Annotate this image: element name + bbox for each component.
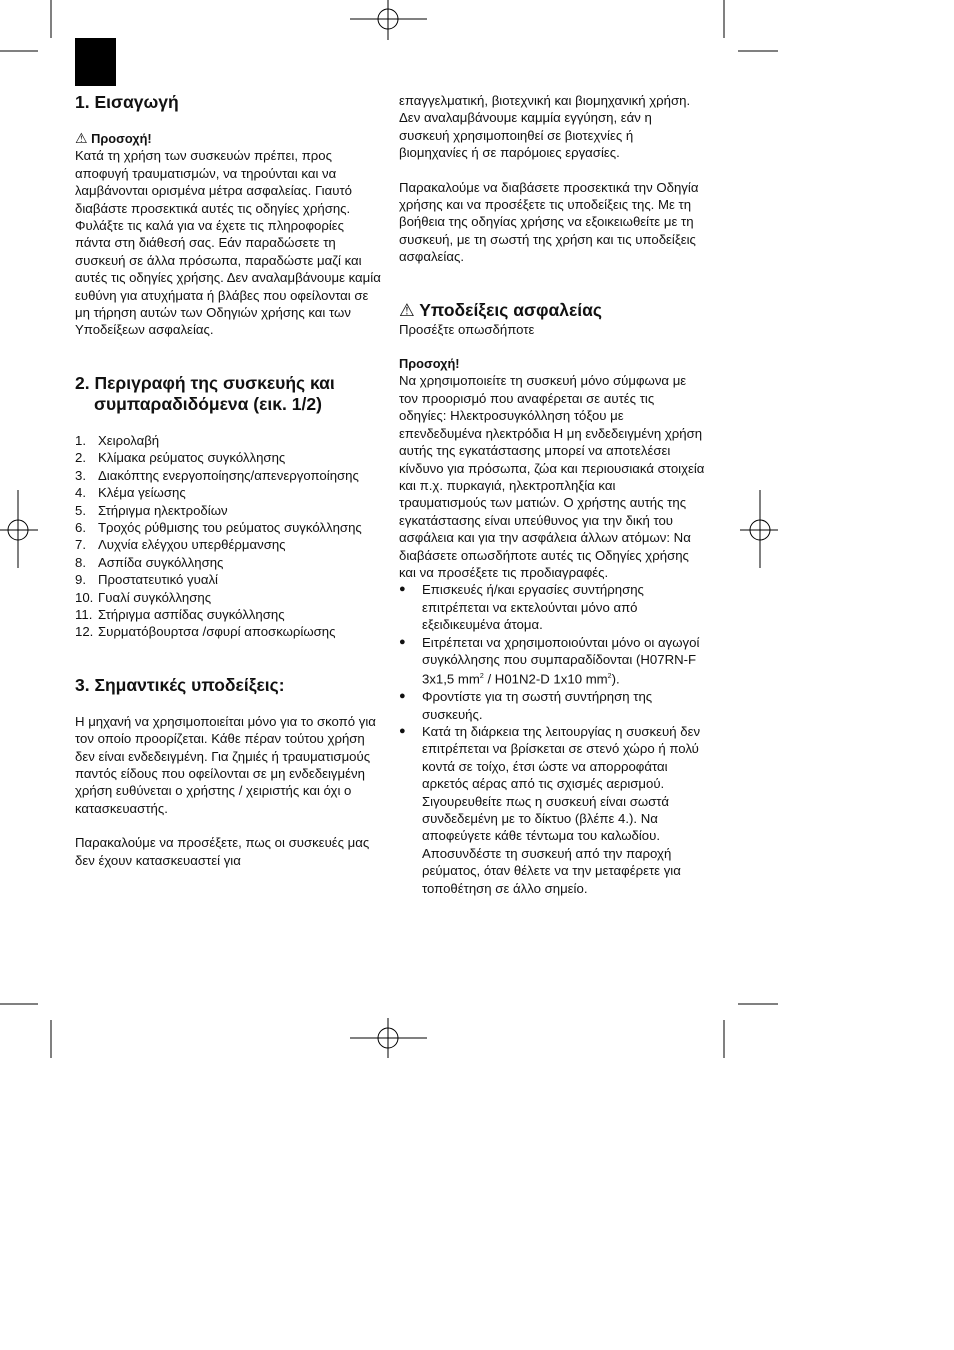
list-item: 9. Προστατευτικό γυαλί — [75, 572, 218, 588]
section-3-paragraph-2: Παρακαλούμε να προσέξετε, πως οι συσκευές μας δεν έχουν κατασκευαστεί για — [75, 835, 370, 868]
parts-list — [75, 432, 381, 641]
section-3-paragraph-4: Παρακαλούμε να διαβάσετε προσεκτικά την Οδηγία χρήσης και να προσέξετε τις υποδείξεις της. Με τη βοήθεια της οδηγίας χρήσης να εξοικειωθείτε με τη συσκευή, με τη σωστή της χρήση και τις υποδείξεις ασφαλείας. — [399, 179, 699, 265]
list-item: 2. Κλίμακα ρεύματος συγκόλλησης — [75, 450, 286, 466]
bullet-icon: ● — [399, 635, 406, 648]
list-item: ● Κατά τη διάρκεια της λειτουργίας η συσκευή δεν επιτρέπεται να βρίσκεται σε στενό χώρο ή πολύ κοντά σε τοίχο, έτσι ώστε να απορροφάται αρκετός αέρας από τις σχισμές αερισμού. Σιγουρευθείτε πως η συσκευή είναι σωστά συνδεδεμένη με το δίκτυο (βλέπε 4.). Να αποφεύγετε κάθε τέντωμα του καλωδίου. Αποσυνδέστε τη συσκευή από την παροχή ρεύματος, όταν θέλετε να την μεταφέρετε για τοποθέτηση σε άλλο σημείο. — [399, 723, 701, 896]
list-item: 8. Ασπίδα συγκόλλησης — [75, 554, 224, 570]
list-item: 5. Στήριγμα ηλεκτροδίων — [75, 502, 228, 518]
language-tab-marker — [75, 38, 116, 86]
safety-paragraph: Να χρησιμοποιείτε τη συσκευή μόνο σύμφωνα με τον προορισμό που αναφέρεται σε αυτές τις οδηγίες: Ηλεκτροσυγκόλληση τόξου με επενδεδυμένα ηλεκτρόδια Η μη ενδεδειγμένη χρήση αυτής της εγκατάστασης μπορεί να αποτελέσει κίνδυνο για πρόσωπα, ζώα και περιουσιακά στοιχεία και π.χ. πυρκαγιά, ηλεκτροπληξία και τραυματισμούς των ματιών. Ο χρήστης αυτής της εγκατάστασης είναι υπεύθυνος για την δική του ασφάλεια και για την ασφάλεια άλλων ατόμων: Να διαβάσετε οπωσδήποτε αυτές τις Οδηγίες χρήσης και να προσέξετε τις προδιαγραφές. — [399, 373, 705, 580]
section-3-paragraph-3: επαγγελματική, βιοτεχνική και βιομηχανική χρήση. Δεν αναλαμβάνουμε καμμία εγγύηση, εάν η συσκευή χρησιμοποιηθεί σε βιοτεχνίες ή βιομηχανίες ή σε παρόμοιες εργασίες. — [399, 93, 691, 161]
bullet-icon: ● — [399, 583, 406, 596]
list-item: 1. Χειρολαβή — [75, 432, 160, 448]
list-item: 7. Λυχνία ελέγχου υπερθέρμανσης — [75, 537, 286, 553]
right-column — [399, 92, 705, 897]
list-item: 3. Διακόπτης ενεργοποίησης/απενεργοποίησης — [75, 467, 359, 483]
section-2-heading: 2. Περιγραφή της συσκευής και συμπαραδιδόμενα (εικ. 1/2) — [75, 372, 335, 414]
section-1-heading: 1. Εισαγωγή — [75, 92, 179, 112]
warning-line — [75, 130, 381, 147]
warning-label: Προσοχή! — [91, 131, 152, 146]
left-column — [75, 92, 381, 869]
warning-triangle-icon: ⚠ — [75, 130, 88, 146]
section-3-heading: 3. Σημαντικές υποδείξεις: — [75, 674, 285, 695]
warning-label: Προσοχή! — [399, 356, 460, 372]
bullet-icon: ● — [399, 724, 406, 737]
warning-triangle-icon: ⚠ — [399, 299, 415, 320]
intro-paragraph: Κατά τη χρήση των συσκευών πρέπει, προς αποφυγή τραυματισμών, να τηρούνται και να λαμβάνονται ορισμένα μέτρα ασφαλείας. Γιαυτό διαβάστε προσεκτικά αυτές τις οδηγίες χρήσης. Φυλάξτε τις καλά για να έχετε τις πληροφορίες πάντα στη διάθεσή σας. Εάν παραδώσετε τη συσκευή σε άλλα πρόσωπα, παραδώστε μαζί και αυτές τις οδηγίες χρήσης. Δεν αναλαμβάνουμε καμία ευθύνη για ατυχήματα ή βλάβες που οφείλονται σε μη τήρηση αυτών των Οδηγιών χρήσης και των Υποδείξεων ασφαλείας. — [75, 148, 381, 338]
list-item: ● Ειτρέπεται να χρησιμοποιούνται μόνο οι αγωγοί συγκόλλησης που συμπαραδίδονται (H07RN-F 3x1,5 $mm^2 / H01N2-D$ 1x10 $mm^2$). — [399, 634, 700, 687]
list-item: 11. Στήριγμα ασπίδας συγκόλλησης — [75, 606, 285, 622]
list-item: 12. Συρματόβουρτσα /σφυρί αποσκωρίωσης — [75, 624, 336, 640]
section-3-paragraph-1: Η μηχανή να χρησιμοποιείται μόνο για το σκοπό για τον οποίο προορίζεται. Κάθε πέραν τούτου χρήση δεν είναι ενδεδειγμένη. Για ζημιές ή τραυματισμούς παντός είδους που οφείλονται σε μη ενδεδειγμένη χρήση ευθύνεται ο χρήστης / χειριστής και όχι ο κατασκευαστής. — [75, 713, 376, 816]
list-item: 6. Τροχός ρύθμισης του ρεύματος συγκόλλησης — [75, 519, 362, 535]
safety-subheading: Προσέξτε οπωσδήποτε — [399, 321, 535, 337]
safety-heading: ⚠ Υποδείξεις ασφαλείας — [399, 299, 602, 320]
list-item: 10. Γυαλί συγκόλλησης — [75, 589, 212, 605]
list-item: 4. Κλέμα γείωσης — [75, 485, 186, 501]
safety-bullets — [399, 581, 705, 897]
list-item: ● Επισκευές ή/και εργασίες συντήρησης επιτρέπεται να εκτελούνται μόνο από εξειδικευμένα άτομα. — [399, 582, 644, 633]
list-item: ● Φροντίστε για τη σωστή συντήρηση της συσκευής. — [399, 689, 653, 722]
bullet-icon: ● — [399, 690, 406, 703]
